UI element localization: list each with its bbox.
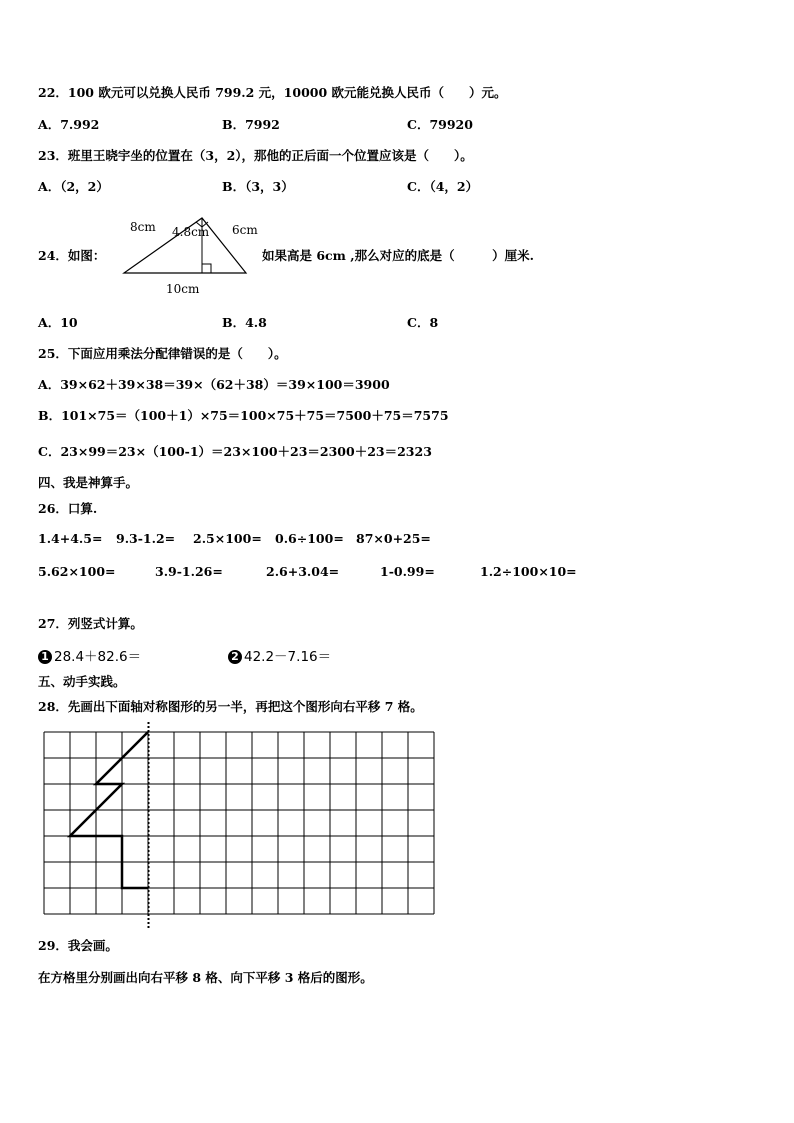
right-angle-mark-base (202, 264, 211, 273)
q25-option-b[interactable]: B．101×75＝（100＋1）×75＝100×75＋75＝7500＋75＝7575 (38, 408, 449, 423)
q29-stem: 29．我会画。 (38, 938, 118, 953)
drawing-grid[interactable] (38, 722, 458, 932)
q22-stem: 22．100 欧元可以兑换人民币 799.2 元，10000 欧元能兑换人民币（ ）元。 (38, 85, 507, 100)
q27-problem-2 (228, 645, 331, 665)
q25-stem: 25．下面应用乘法分配律错误的是（ ）。 (38, 346, 287, 361)
grid-lines (44, 732, 434, 914)
q24-option-c[interactable]: C．8 (407, 315, 439, 330)
q26-row1-item-3: 2.5×100= (193, 531, 262, 546)
q22-option-c[interactable]: C．79920 (407, 117, 473, 132)
triangle-height-label: 4.8cm (172, 225, 210, 239)
q23-option-b[interactable]: B．（3，3） (222, 179, 294, 194)
q26-row1-item-5: 87×0+25= (356, 531, 431, 546)
q22-option-a[interactable]: A．7.992 (38, 117, 100, 132)
q27-problem-2-expression: 42.2－7.16＝ (244, 649, 332, 665)
q26-stem: 26．口算. (38, 501, 98, 516)
circled-number-2-icon: 2 (228, 650, 242, 664)
triangle-side-right-label: 6cm (232, 223, 258, 237)
q22-option-b[interactable]: B．7992 (222, 117, 280, 132)
q23-option-a[interactable]: A．（2，2） (38, 179, 109, 194)
q25-option-c[interactable]: C．23×99＝23×（100-1）＝23×100＋23＝2300＋23＝2323 (38, 444, 432, 459)
q24-option-a[interactable]: A．10 (38, 315, 78, 330)
circled-number-1-icon: 1 (38, 650, 52, 664)
q26-row2-item-4: 1-0.99= (380, 564, 435, 579)
q26-row1-item-4: 0.6÷100= (275, 531, 344, 546)
section-5-heading: 五、动手实践。 (38, 674, 126, 689)
q26-row2-item-3: 2.6+3.04= (266, 564, 340, 579)
q24-suffix: 如果高是 6cm ,那么对应的底是（ ）厘米. (262, 248, 534, 263)
q26-row1-item-1: 1.4+4.5= (38, 531, 103, 546)
q28-stem: 28．先画出下面轴对称图形的另一半，再把这个图形向右平移 7 格。 (38, 699, 423, 714)
section-4-heading: 四、我是神算手。 (38, 475, 139, 490)
q24-option-b[interactable]: B．4.8 (222, 315, 267, 330)
q27-problem-1 (38, 645, 141, 665)
q27-stem: 27．列竖式计算。 (38, 616, 143, 631)
q23-option-c[interactable]: C．（4，2） (407, 179, 479, 194)
q26-row2-item-2: 3.9-1.26= (155, 564, 223, 579)
triangle-side-left-label: 8cm (130, 220, 156, 234)
q26-row2-item-1: 5.62×100= (38, 564, 116, 579)
q29-instruction: 在方格里分别画出向右平移 8 格、向下平移 3 格后的图形。 (38, 970, 373, 985)
q27-problem-1-expression: 28.4＋82.6＝ (54, 649, 142, 665)
q26-row1-item-2: 9.3-1.2= (116, 531, 176, 546)
q24-prefix: 24．如图： (38, 248, 106, 263)
q26-row2-item-5: 1.2÷100×10= (480, 564, 577, 579)
triangle-base-label: 10cm (166, 282, 200, 296)
q25-option-a[interactable]: A．39×62＋39×38＝39×（62＋38）＝39×100＝3900 (38, 377, 390, 392)
q23-stem: 23．班里王晓宇坐的位置在（3，2），那他的正后面一个位置应该是（ ）。 (38, 148, 473, 163)
